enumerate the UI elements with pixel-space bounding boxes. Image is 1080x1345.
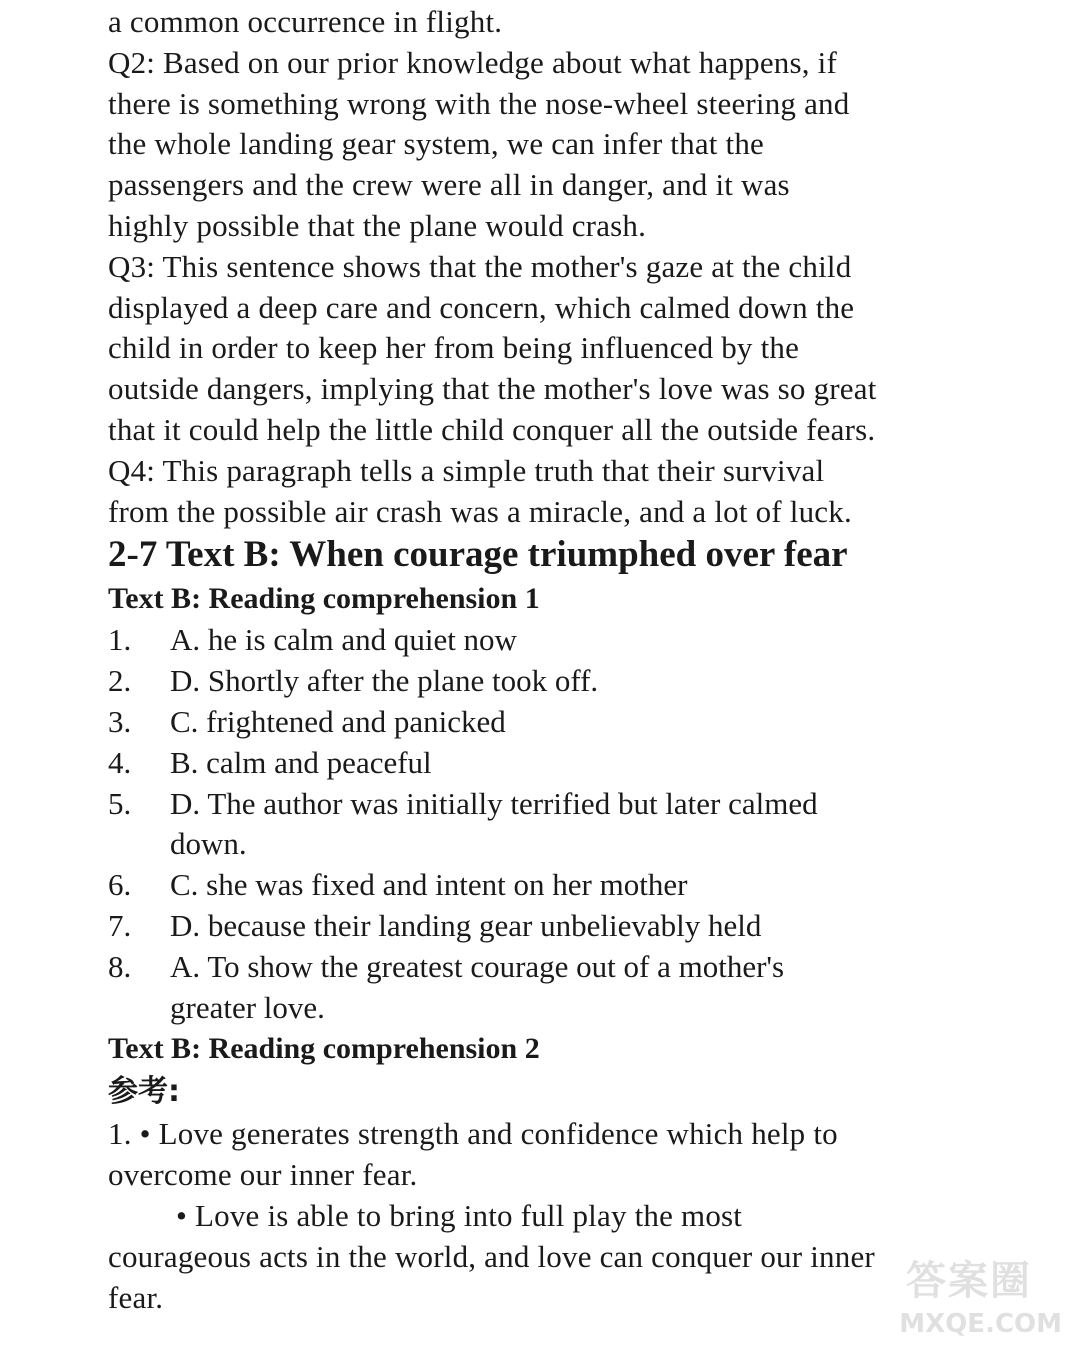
text-line: passengers and the crew were all in danger, and it was: [108, 167, 790, 203]
document-page: [108, 2, 1008, 1318]
list-item: [108, 661, 1008, 702]
item-text: B. calm and peaceful: [170, 744, 432, 780]
text-line: Q4: This paragraph tells a simple truth that their survival: [108, 452, 825, 488]
item-text: D. because their landing gear unbelievably held: [170, 907, 762, 943]
item-continuation: down.: [170, 826, 247, 862]
text-line: a common occurrence in flight.: [108, 4, 503, 39]
section-subheading: Text B: Reading comprehension 1: [108, 582, 540, 616]
item-text: D. The author was initially terrified but later calmed: [170, 785, 818, 821]
list-item: [108, 784, 1008, 825]
watermark-url: MXQE.COM: [899, 1309, 1062, 1339]
reference-label: 参考:: [108, 1074, 180, 1110]
item-number: 3.: [108, 703, 132, 739]
text-line: child in order to keep her from being influenced by the: [108, 330, 800, 366]
text-line: courageous acts in the world, and love can conquer our inner: [108, 1238, 875, 1274]
text-line: from the possible air crash was a miracle, and a lot of luck.: [108, 493, 852, 529]
list-item: [108, 906, 1008, 947]
item-number: 6.: [108, 867, 132, 903]
item-text: C. she was fixed and intent on her mother: [170, 867, 688, 903]
watermark: [862, 1249, 1062, 1339]
item-text: D. Shortly after the plane took off.: [170, 663, 599, 699]
list-item: [108, 620, 1008, 661]
item-number: 8.: [108, 948, 132, 984]
text-line: overcome our inner fear.: [108, 1157, 418, 1193]
text-line: Q2: Based on our prior knowledge about what happens, if: [108, 44, 838, 80]
section-subheading: Text B: Reading comprehension 2: [108, 1032, 540, 1066]
item-text: C. frightened and panicked: [170, 703, 506, 739]
text-line: 1. • Love generates strength and confidence which help to: [108, 1116, 838, 1152]
text-line: • Love is able to bring into full play the most: [176, 1197, 743, 1233]
text-line: fear.: [108, 1279, 164, 1315]
item-continuation: greater love.: [170, 989, 325, 1025]
item-text: A. To show the greatest courage out of a mother's: [170, 948, 785, 984]
item-number: 1.: [108, 622, 132, 658]
text-line: highly possible that the plane would crash.: [108, 207, 647, 243]
text-line: Q3: This sentence shows that the mother's gaze at the child: [108, 248, 852, 284]
item-number: 5.: [108, 785, 132, 821]
list-item: [108, 947, 1008, 988]
list-item: [108, 702, 1008, 743]
item-number: 7.: [108, 907, 132, 943]
text-line: there is something wrong with the nose-wheel steering and: [108, 85, 850, 121]
intro-answers: [108, 2, 1008, 532]
watermark-logo: 答案圈: [906, 1258, 1032, 1304]
text-line: displayed a deep care and concern, which calmed down the: [108, 289, 855, 325]
text-line: outside dangers, implying that the mother's love was so great: [108, 371, 877, 407]
list-item: [108, 743, 1008, 784]
text-line: that it could help the little child conquer all the outside fears.: [108, 411, 876, 447]
section-heading: 2-7 Text B: When courage triumphed over fear: [108, 534, 848, 576]
text-line: the whole landing gear system, we can infer that the: [108, 126, 765, 162]
item-number: 4.: [108, 744, 132, 780]
item-text: A. he is calm and quiet now: [170, 622, 517, 658]
reading-comprehension-1: [108, 578, 1008, 1028]
list-item: [108, 865, 1008, 906]
item-number: 2.: [108, 663, 132, 699]
